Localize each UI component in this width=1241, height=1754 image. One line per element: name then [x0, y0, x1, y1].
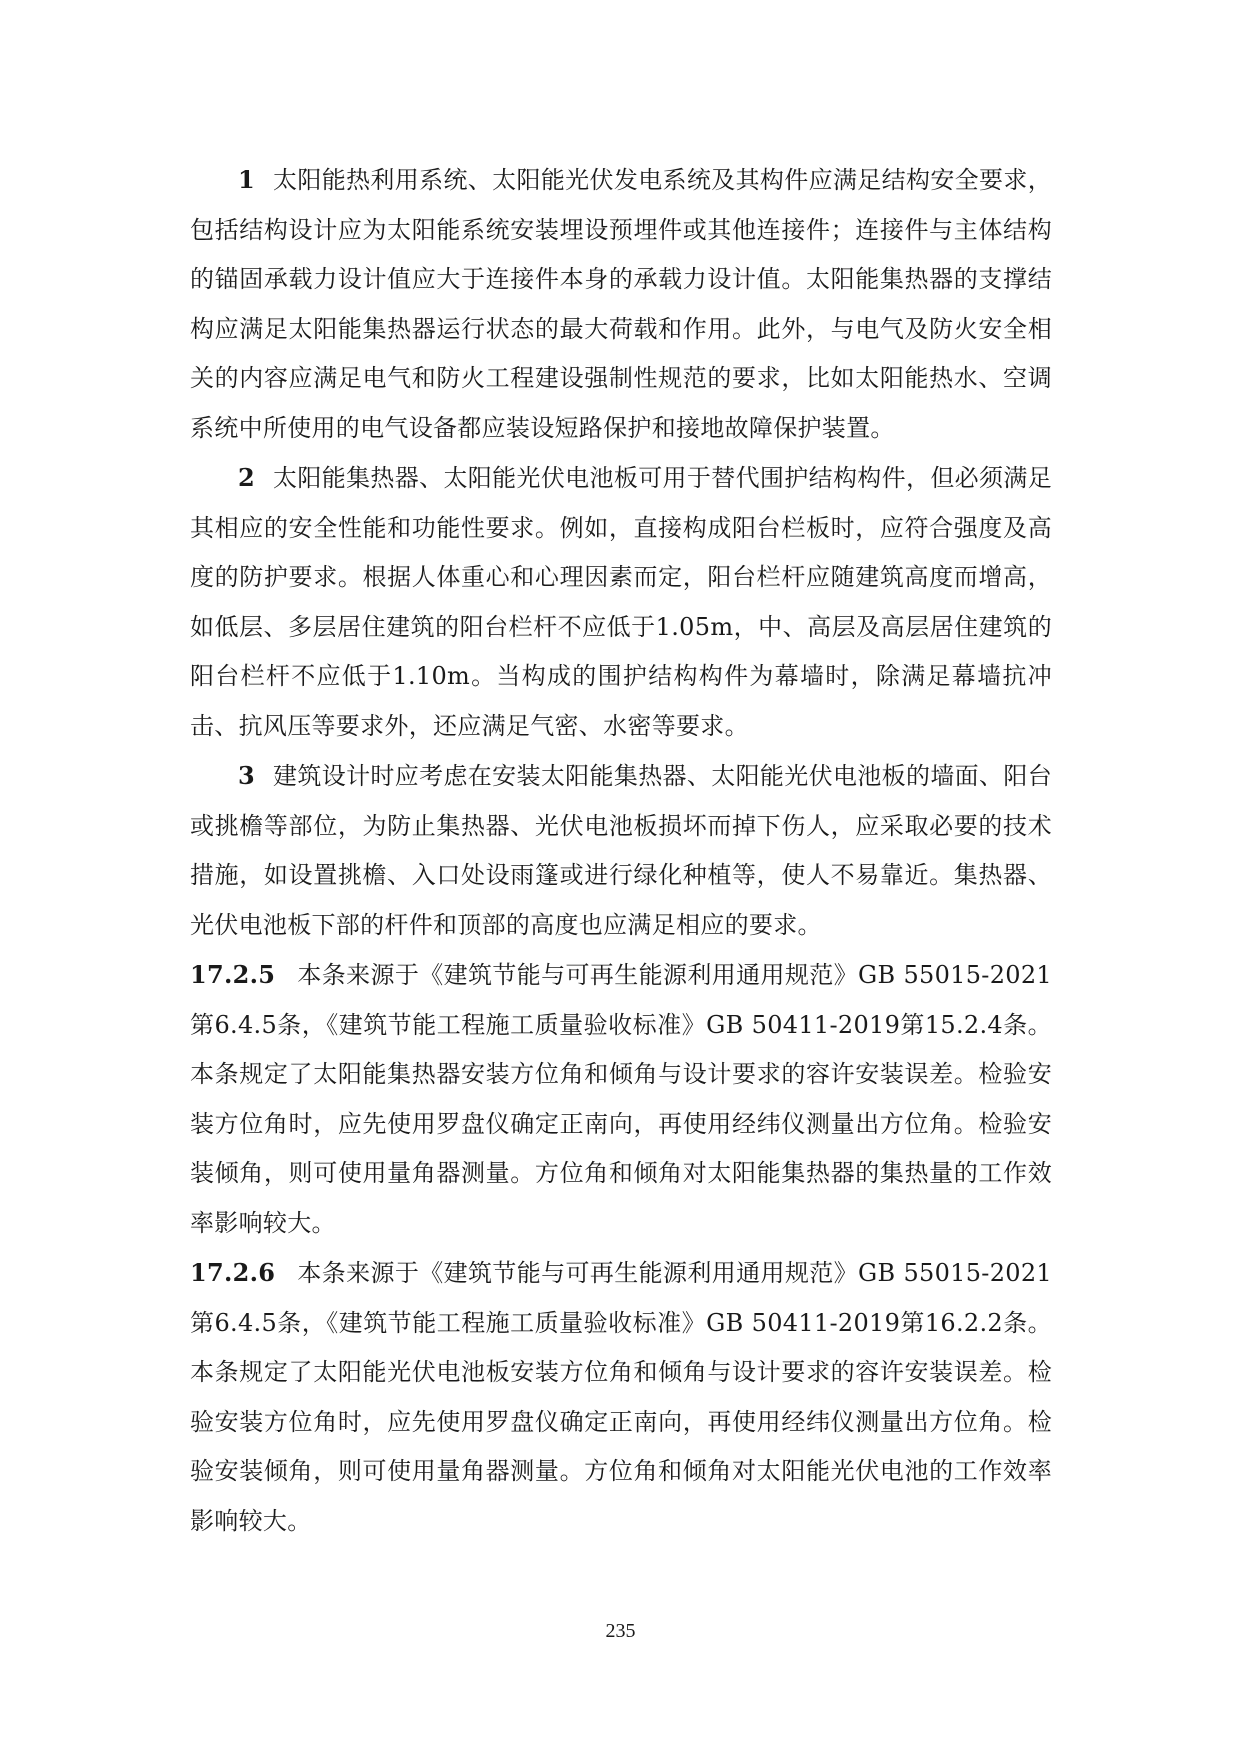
- list-item-1: [190, 155, 1052, 453]
- list-item-2: [190, 453, 1052, 751]
- item-text: 建筑设计时应考虑在安装太阳能集热器、太阳能光伏电池板的墙面、阳台或挑檐等部位，为防止集热器、光伏电池板损坏而掉下伤人，应采取必要的技术措施，如设置挑檐、入口处设雨篷或进行绿化种植等，使人不易靠近。集热器、光伏电池板下部的杆件和顶部的高度也应满足相应的要求。: [190, 762, 1052, 939]
- item-text: 太阳能集热器、太阳能光伏电池板可用于替代围护结构构件，但必须满足其相应的安全性能和功能性要求。例如，直接构成阳台栏板时，应符合强度及高度的防护要求。根据人体重心和心理因素而定，阳台栏杆应随建筑高度而增高，如低层、多层居住建筑的阳台栏杆不应低于1.05m，中、高层及高层居住建筑的阳台栏杆不应低于1.10m。当构成的围护结构构件为幕墙时，除满足幕墙抗冲击、抗风压等要求外，还应满足气密、水密等要求。: [190, 464, 1052, 740]
- clause-number: 17.2.5: [190, 960, 276, 989]
- clause-17-2-6: [190, 1248, 1052, 1546]
- clause-text: 本条来源于《建筑节能与可再生能源利用通用规范》GB 55015-2021第6.4.5条，《建筑节能工程施工质量验收标准》GB 50411-2019第15.2.4条。本条规定了太阳能集热器安装方位角和倾角与设计要求的容许安装误差。检验安装方位角时，应先使用罗盘仪确定正南向，再使用经纬仪测量出方位角。检验安装倾角，则可使用量角器测量。方位角和倾角对太阳能集热器的集热量的工作效率影响较大。: [190, 961, 1052, 1237]
- item-number: 2: [238, 463, 255, 492]
- clause-number: 17.2.6: [190, 1258, 276, 1287]
- item-text: 太阳能热利用系统、太阳能光伏发电系统及其构件应满足结构安全要求，包括结构设计应为太阳能系统安装埋设预埋件或其他连接件；连接件与主体结构的锚固承载力设计值应大于连接件本身的承载力设计值。太阳能集热器的支撑结构应满足太阳能集热器运行状态的最大荷载和作用。此外，与电气及防火安全相关的内容应满足电气和防火工程建设强制性规范的要求，比如太阳能热水、空调系统中所使用的电气设备都应装设短路保护和接地故障保护装置。: [190, 166, 1052, 442]
- list-item-3: [190, 751, 1052, 950]
- clause-17-2-5: [190, 950, 1052, 1248]
- clause-text: 本条来源于《建筑节能与可再生能源利用通用规范》GB 55015-2021第6.4.5条，《建筑节能工程施工质量验收标准》GB 50411-2019第16.2.2条。本条规定了太阳能光伏电池板安装方位角和倾角与设计要求的容许安装误差。检验安装方位角时，应先使用罗盘仪确定正南向，再使用经纬仪测量出方位角。检验安装倾角，则可使用量角器测量。方位角和倾角对太阳能光伏电池的工作效率影响较大。: [190, 1259, 1052, 1535]
- document-body: [190, 155, 1052, 1546]
- page-number: 235: [605, 1620, 636, 1642]
- item-number: 1: [238, 165, 255, 194]
- item-number: 3: [238, 761, 255, 790]
